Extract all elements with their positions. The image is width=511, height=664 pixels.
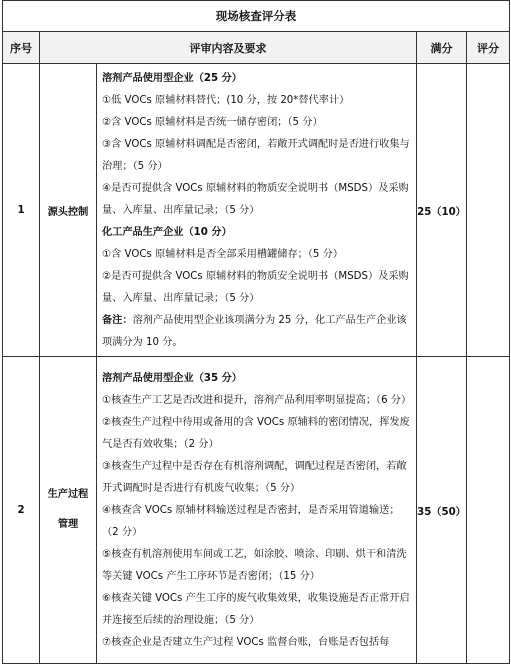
row-item [40, 357, 97, 664]
criterion-item: ③核查生产过程中是否存在有机溶剂调配，调配过程是否密闭，若敞开式调配时是否进行有机废气收集；（5 分） [102, 461, 407, 494]
row-item: 源头控制 [40, 64, 97, 357]
header-content: 评审内容及要求 [40, 32, 417, 64]
note-text [102, 310, 411, 354]
section-heading: 溶剂产品使用型企业（35 分） [102, 373, 242, 384]
criterion-item: ⑥核查关键 VOCs 产生工序的废气收集效果，收集设施是否正常开启并连接至后续的治理设施；（5 分） [102, 593, 410, 626]
header-no: 序号 [3, 32, 40, 64]
table-row [3, 357, 510, 664]
header-full-score: 满分 [417, 32, 467, 64]
row-content [97, 64, 417, 357]
row-number: 1 [3, 64, 40, 357]
table-row [3, 64, 510, 357]
row-rating [467, 64, 510, 357]
row-number: 2 [3, 357, 40, 664]
row-item-line-2: 管理 [57, 519, 79, 530]
criterion-item: ①低 VOCs 原辅材料替代；(10 分，按 20*替代率计） [102, 95, 350, 106]
criterion-item: ⑤核查有机溶剂使用车间或工艺，如涂胶、喷涂、印刷、烘干和清洗等关键 VOCs 产生工序环节是否密闭；（15 分） [102, 549, 407, 582]
note-label: 备注： [102, 315, 133, 326]
row-full-score: 35（50） [417, 357, 467, 664]
note-body: 溶剂产品使用型企业该项满分为 25 分，化工产品生产企业该项满分为 10 分。 [102, 315, 407, 348]
section-heading: 化工产品生产企业（10 分） [102, 227, 232, 238]
scoring-sheet [2, 0, 509, 648]
table-title: 现场核查评分表 [3, 1, 510, 32]
criterion-item: ④是否可提供含 VOCs 原辅材料的物质安全说明书（MSDS）及采购量、入库量、出库量记录；（5 分） [102, 183, 409, 216]
criterion-item: ③含 VOCs 原辅材料调配是否密闭，若敞开式调配时是否进行收集与治理；（5 分） [102, 139, 410, 172]
criterion-item: ④核查含 VOCs 原辅材料输送过程是否密封，是否采用管道输送；（2 分） [102, 505, 400, 538]
criterion-item: ①含 VOCs 原辅材料是否全部采用槽罐储存；（5 分） [102, 249, 344, 260]
row-item-line-1: 生产过程 [47, 489, 89, 500]
criterion-item: ②核查生产过程中待用或备用的含 VOCs 原辅料的密闭情况，挥发废气是否有效收集；（2 分） [102, 417, 410, 450]
header-rating: 评分 [467, 32, 510, 64]
row-full-score: 25（10） [417, 64, 467, 357]
criterion-item: ⑦核查企业是否建立生产过程 VOCs 监督台账，台账是否包括每 [102, 637, 390, 648]
criterion-item: ②含 VOCs 原辅材料是否统一储存密闭；（5 分） [102, 117, 323, 128]
row-rating [467, 357, 510, 664]
row-content [97, 357, 417, 664]
scoring-table [2, 0, 510, 664]
criterion-item: ①核查生产工艺是否改进和提升，溶剂产品利用率明显提高；（6 分） [102, 395, 412, 406]
section-heading: 溶剂产品使用型企业（25 分） [102, 73, 242, 84]
criterion-item: ②是否可提供含 VOCs 原辅材料的物质安全说明书（MSDS）及采购量、入库量、出库量记录；（5 分） [102, 271, 409, 304]
